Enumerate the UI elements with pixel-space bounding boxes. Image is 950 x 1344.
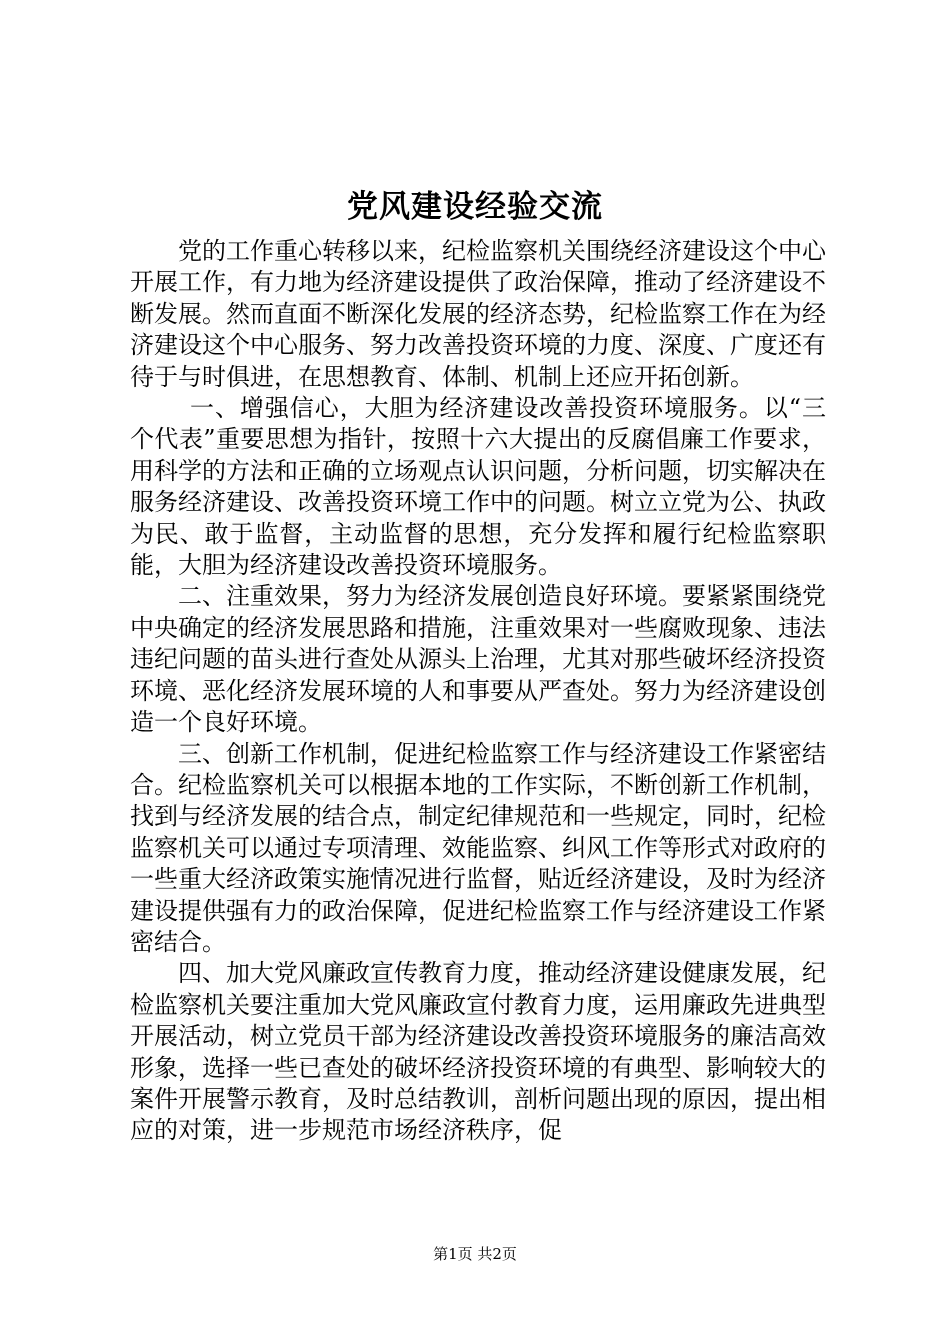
paragraph-section-2: 二、注重效果，努力为经济发展创造良好环境。要紧紧围绕党中央确定的经济发展思路和措施，注重效果对一些腐败现象、违法违纪问题的苗头进行查处从源头上治理，尤其对那些破坏经济投资环境、恶化经济发展环境的人和事要从严查处。努力为经济建设创造一个良好环境。: [130, 582, 826, 737]
paragraph-intro: 党的工作重心转移以来，纪检监察机关围绕经济建设这个中心开展工作，有力地为经济建设提供了政治保障，推动了经济建设不断发展。然而直面不断深化发展的经济态势，纪检监察工作在为经济建设这个中心服务、努力改善投资环境的力度、深度、广度还有待于与时俱进，在思想教育、体制、机制上还应开拓创新。: [130, 237, 826, 391]
document-title: 党风建设经验交流: [347, 189, 603, 225]
page-number-footer: 第1页 共2页: [433, 1245, 517, 1263]
paragraph-section-1: 一、增强信心，大胆为经济建设改善投资环境服务。以“三个代表”重要思想为指针，按照十六大提出的反腐倡廉工作要求，用科学的方法和正确的立场观点认识问题，分析问题，切实解决在服务经济建设、改善投资环境工作中的问题。树立立党为公、执政为民、敢于监督，主动监督的思想，充分发挥和履行纪检监察职能，大胆为经济建设改善投资环境服务。: [130, 394, 826, 580]
document-body: [130, 236, 826, 1147]
paragraph-section-3: 三、创新工作机制，促进纪检监察工作与经济建设工作紧密结合。纪检监察机关可以根据本地的工作实际，不断创新工作机制，找到与经济发展的结合点，制定纪律规范和一些规定，同时，纪检监察机关可以通过专项清理、效能监察、纠风工作等形式对政府的一些重大经济政策实施情况进行监督，贴近经济建设，及时为经济建设提供强有力的政治保障，促进纪检监察工作与经济建设工作紧密结合。: [130, 739, 826, 956]
paragraph-section-4: 四、加大党风廉政宣传教育力度，推动经济建设健康发展，纪检监察机关要注重加大党风廉政宣付教育力度，运用廉政先进典型开展活动，树立党员干部为经济建设改善投资环境服务的廉洁高效形象，选择一些已查处的破坏经济投资环境的有典型、影响较大的案件开展警示教育，及时总结教训，剖析问题出现的原因，提出相应的对策，进一步规范市场经济秩序，促: [130, 959, 826, 1145]
